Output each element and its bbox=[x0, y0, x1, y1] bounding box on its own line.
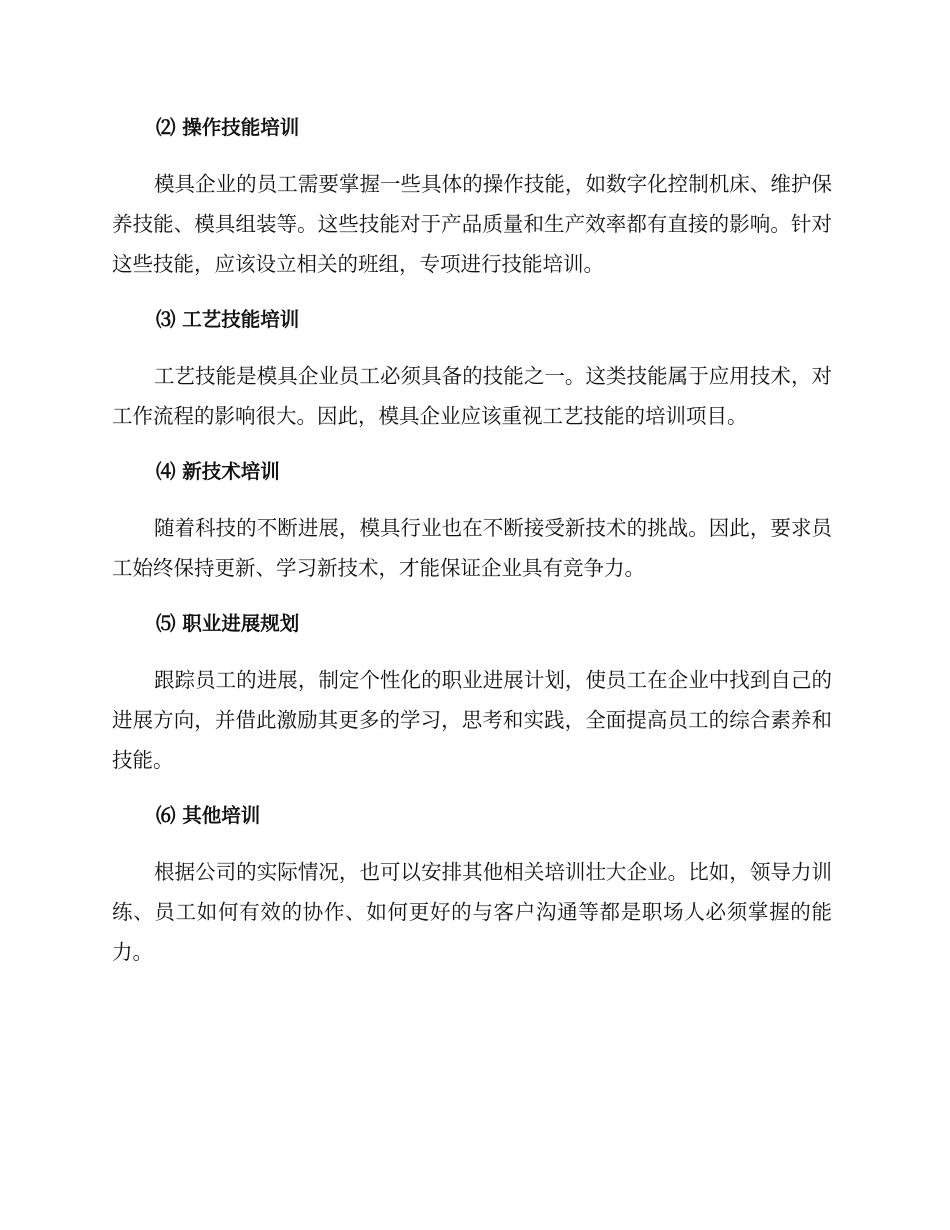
section-body-career-planning: 跟踪员工的进展，制定个性化的职业进展计划，使员工在企业中找到自己的进展方向，并借此激励其更多的学习，思考和实践，全面提高员工的综合素养和技能。 bbox=[112, 668, 832, 772]
section-heading-new-technology: ⑷ 新技术培训 bbox=[156, 460, 280, 483]
section-heading-operation-skills: ⑵ 操作技能培训 bbox=[156, 116, 300, 139]
section-heading-other-training: ⑹ 其他培训 bbox=[156, 804, 261, 827]
section-heading-career-planning: ⑸ 职业进展规划 bbox=[156, 612, 300, 635]
section-body-other-training: 根据公司的实际情况，也可以安排其他相关培训壮大企业。比如，领导力训练、员工如何有效的协作、如何更好的与客户沟通等都是职场人必须掌握的能力。 bbox=[112, 860, 832, 964]
section-body-operation-skills: 模具企业的员工需要掌握一些具体的操作技能，如数字化控制机床、维护保养技能、模具组装等。这些技能对于产品质量和生产效率都有直接的影响。针对这些技能，应该设立相关的班组，专项进行技能培训。 bbox=[112, 172, 832, 276]
section-body-new-technology: 随着科技的不断进展，模具行业也在不断接受新技术的挑战。因此，要求员工始终保持更新、学习新技术，才能保证企业具有竞争力。 bbox=[112, 516, 832, 580]
section-heading-process-skills: ⑶ 工艺技能培训 bbox=[156, 308, 300, 331]
document-page bbox=[112, 108, 832, 988]
section-body-process-skills: 工艺技能是模具企业员工必须具备的技能之一。这类技能属于应用技术，对工作流程的影响很大。因此，模具企业应该重视工艺技能的培训项目。 bbox=[112, 364, 832, 428]
